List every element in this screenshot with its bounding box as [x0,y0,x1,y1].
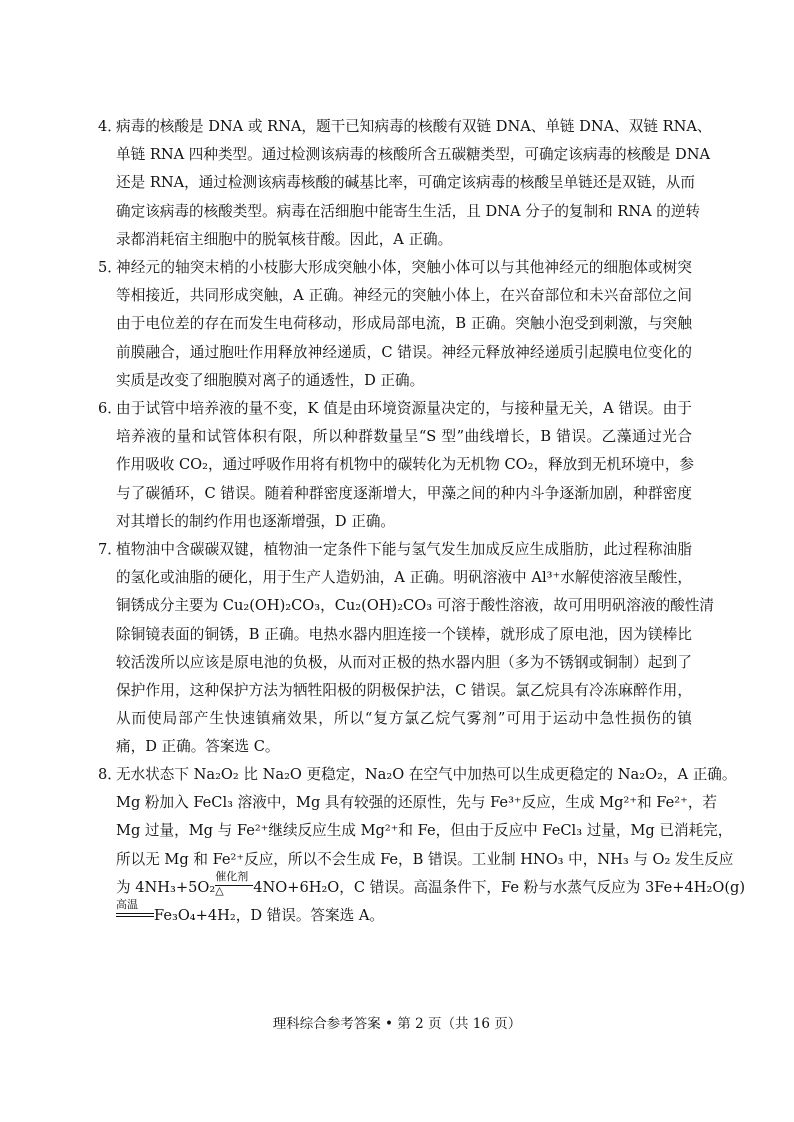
text-line: 除铜镜表面的铜锈，B 正确。电热水器内胆连接一个镁棒，就形成了原电池，因为镁棒比 [116,625,692,643]
text-line: 等相接近，共同形成突触，A 正确。神经元的突触小体上，在兴奋部位和未兴奋部位之间 [116,287,692,305]
equation-line [116,869,746,902]
item-6 [98,395,695,536]
text-line: 病毒的核酸是 DNA 或 RNA，题干已知病毒的核酸有双链 DNA、单链 DNA、双链 RNA、 [116,118,712,135]
item-number: 5． [98,259,122,276]
text-line: 培养液的量和试管体积有限，所以种群数量呈“S 型”曲线增长，B 错误。乙藻通过光合 [116,428,692,446]
text-line: 录都消耗宿主细胞中的脱氧核苷酸。因此，A 正确。 [116,230,453,248]
text-line: 铜锈成分主要为 Cu₂(OH)₂CO₃，Cu₂(OH)₂CO₃ 可溶于酸性溶液，故可用明矾溶液的酸性清 [116,597,714,615]
text-line: 无水状态下 Na₂O₂ 比 Na₂O 更稳定，Na₂O 在空气中加热可以生成更稳定的 Na₂O₂，A 正确。 [116,766,737,783]
text-line: 单链 RNA 四种类型。通过检测该病毒的核酸所含五碳糖类型，可确定该病毒的核酸是 DNA [116,146,711,164]
text-line: 植物油中含碳碳双键，植物油一定条件下能与氢气发生加成反应生成脂肪，此过程称油脂 [116,541,692,558]
text-line: 确定该病毒的核酸类型。病毒在活细胞中能寄生生活，且 DNA 分子的复制和 RNA 的逆转 [116,202,701,220]
text-line: Mg 粉加入 FeCl₃ 溶液中，Mg 具有较强的还原性，先与 Fe³⁺反应，生成 Mg²⁺和 Fe²⁺，若 [116,794,718,812]
item-7 [98,536,714,762]
page-footer: 理科综合参考答案 • 第 2 页（共 16 页） [272,1016,522,1032]
equals-bar-bottom [116,916,154,917]
text-line: 由于试管中培养液的量不变，K 值是由环境资源量决定的，与接种量无关，A 错误。由于 [116,400,692,417]
item-8 [98,761,746,930]
item-number: 6． [98,400,122,417]
catalyst-label: 催化剂 [215,869,249,883]
text-line: 神经元的轴突末梢的小枝膨大形成突触小体，突触小体可以与其他神经元的细胞体或树突 [116,259,692,276]
text-line: 的氢化或油脂的硬化，用于生产人造奶油，A 正确。明矾溶液中 Al³⁺水解使溶液呈酸性， [116,569,692,587]
text-line: 较活泼所以应该是原电池的负极，从而对正极的热水器内胆（多为不锈钢或铜制）起到了 [116,653,692,671]
text-line: 对其增长的制约作用也逐渐增强，D 正确。 [116,512,396,530]
heat-symbol: △ [215,883,224,897]
text-line: 实质是改变了细胞膜对离子的通透性，D 正确。 [116,371,425,389]
equation-before: 为 4NH₃+5O₂ [116,878,216,896]
equals-bar-top [116,913,154,914]
final-line [116,897,692,930]
text-line: 前膜融合，通过胞吐作用释放神经递质，C 错误。神经元释放神经递质引起膜电位变化的 [116,343,692,361]
item-number: 7． [98,541,122,558]
text-line: 作用吸收 CO₂，通过呼吸作用将有机物中的碳转化为无机物 CO₂，释放到无机环境中，参 [116,456,695,474]
item-number: 4． [98,118,122,135]
text-line: 痛，D 正确。答案选 C。 [116,738,280,756]
text-line: 还是 RNA，通过检测该病毒核酸的碱基比率，可确定该病毒的核酸呈单链还是双链，从而 [116,174,695,192]
item-4 [98,113,712,254]
high-temp-label: 高温 [116,897,138,911]
equation-after: 4NO+6H₂O，C 错误。高温条件下，Fe 粉与水蒸气反应为 3Fe+4H₂O(g) [253,878,746,896]
text-line: 由于电位差的存在而发生电荷移动，形成局部电流，B 正确。突触小泡受到刺激，与突触 [116,315,692,333]
text-line: Mg 过量，Mg 与 Fe²⁺继续反应生成 Mg²⁺和 Fe，但由于反应中 FeCl₃ 过量，Mg 已消耗完， [116,822,733,840]
item-number: 8． [98,766,122,783]
text-line: 与了碳循环，C 错误。随着种群密度逐渐增大，甲藻之间的种内斗争逐渐加剧，种群密度 [116,484,692,502]
text-line: 保护作用，这种保护方法为牺牲阳极的阴极保护法，C 错误。氯乙烷具有冷冻麻醉作用， [116,681,692,699]
high-temp-arrow [116,897,154,922]
final-text: Fe₃O₄+4H₂，D 错误。答案选 A。 [154,906,384,924]
text-line: 所以无 Mg 和 Fe²⁺反应，所以不会生成 Fe，B 错误。工业制 HNO₃ 中，NH₃ 与 O₂ 发生反应 [116,850,734,868]
catalyst-arrow [215,869,253,897]
text-line: 从而使局部产生快速镇痛效果，所以“复方氯乙烷气雾剂”可用于运动中急性损伤的镇 [116,710,692,728]
item-5 [98,254,692,395]
